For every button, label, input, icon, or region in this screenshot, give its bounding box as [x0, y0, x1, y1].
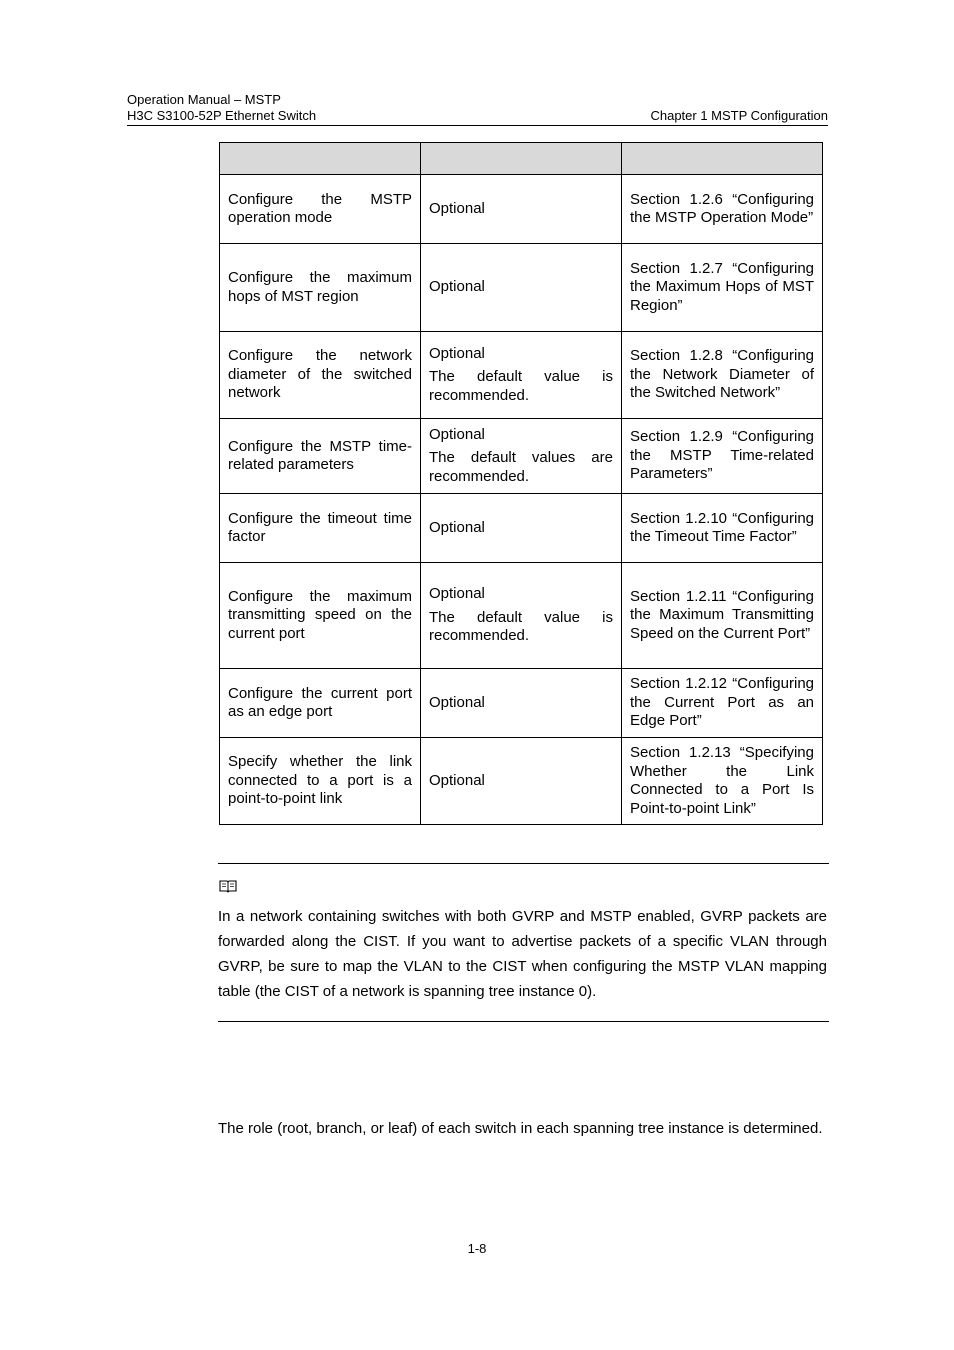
column-header [622, 143, 823, 175]
task-cell: Configure the MSTP time-related parameters [220, 419, 421, 494]
remark-line: Optional [429, 771, 485, 789]
task-cell: Specify whether the link connected to a port is a point-to-point link [220, 738, 421, 825]
reference-cell: Section 1.2.7 “Configuring the Maximum Hops of MST Region” [622, 244, 823, 332]
remark-line: Optional [429, 344, 485, 362]
remark-cell [421, 419, 622, 494]
reference-cell: Section 1.2.8 “Configuring the Network Diameter of the Switched Network” [622, 332, 823, 419]
table-row [220, 332, 823, 419]
remark-cell [421, 563, 622, 669]
remark-cell [421, 669, 622, 738]
remark-cell [421, 175, 622, 244]
reference-cell: Section 1.2.9 “Configuring the MSTP Time-related Parameters” [622, 419, 823, 494]
task-cell: Configure the maximum transmitting speed on the current port [220, 563, 421, 669]
note-text: In a network containing switches with both GVRP and MSTP enabled, GVRP packets are forwarded along the CIST. If you want to advertise packets of a specific VLAN through GVRP, be sure to map the VLAN to the CIST when configuring the MSTP VLAN mapping table (the CIST of a network is spanning tree instance 0). [218, 908, 827, 1000]
page-number: 1-8 [467, 1241, 487, 1256]
reference-cell: Section 1.2.13 “Specifying Whether the Link Connected to a Port Is Point-to-point Link” [622, 738, 823, 825]
product-name: H3C S3100-52P Ethernet Switch [127, 108, 317, 123]
note-box [218, 863, 829, 1022]
remark-line: Optional [429, 518, 485, 536]
remark-line: Optional [429, 585, 485, 603]
remark-line: The default values are recommended. [429, 449, 613, 485]
remark-line: The default value is recommended. [429, 368, 613, 404]
table-row [220, 175, 823, 244]
remark-cell [421, 738, 622, 825]
remark-cell [421, 494, 622, 563]
table-header-row [220, 143, 823, 175]
table-row [220, 244, 823, 332]
task-cell: Configure the network diameter of the switched network [220, 332, 421, 419]
table-row [220, 738, 823, 825]
column-header [220, 143, 421, 175]
task-cell: Configure the MSTP operation mode [220, 175, 421, 244]
configuration-task-table [219, 142, 823, 825]
table-row [220, 494, 823, 563]
remark-line: Optional [429, 199, 485, 217]
table-row [220, 669, 823, 738]
chapter-title: Chapter 1 MSTP Configuration [650, 108, 828, 123]
header-left [127, 92, 316, 124]
reference-cell: Section 1.2.11 “Configuring the Maximum Transmitting Speed on the Current Port” [622, 563, 823, 669]
table-row [220, 563, 823, 669]
table-row [220, 419, 823, 494]
task-cell: Configure the timeout time factor [220, 494, 421, 563]
remark-cell [421, 244, 622, 332]
remark-line: Optional [429, 425, 485, 443]
body-paragraph: The role (root, branch, or leaf) of each switch in each spanning tree instance is determined. [218, 1120, 823, 1137]
remark-line: Optional [429, 693, 485, 711]
remark-line: The default value is recommended. [429, 608, 613, 645]
reference-cell: Section 1.2.12 “Configuring the Current Port as an Edge Port” [622, 669, 823, 738]
manual-title: Operation Manual – MSTP [127, 92, 281, 107]
task-cell: Configure the current port as an edge port [220, 669, 421, 738]
page-header [127, 90, 828, 126]
reference-cell: Section 1.2.10 “Configuring the Timeout Time Factor” [622, 494, 823, 563]
book-icon [219, 879, 237, 893]
reference-cell: Section 1.2.6 “Configuring the MSTP Operation Mode” [622, 175, 823, 244]
remark-line: Optional [429, 278, 485, 296]
remark-cell [421, 332, 622, 419]
column-header [421, 143, 622, 175]
task-cell: Configure the maximum hops of MST region [220, 244, 421, 332]
